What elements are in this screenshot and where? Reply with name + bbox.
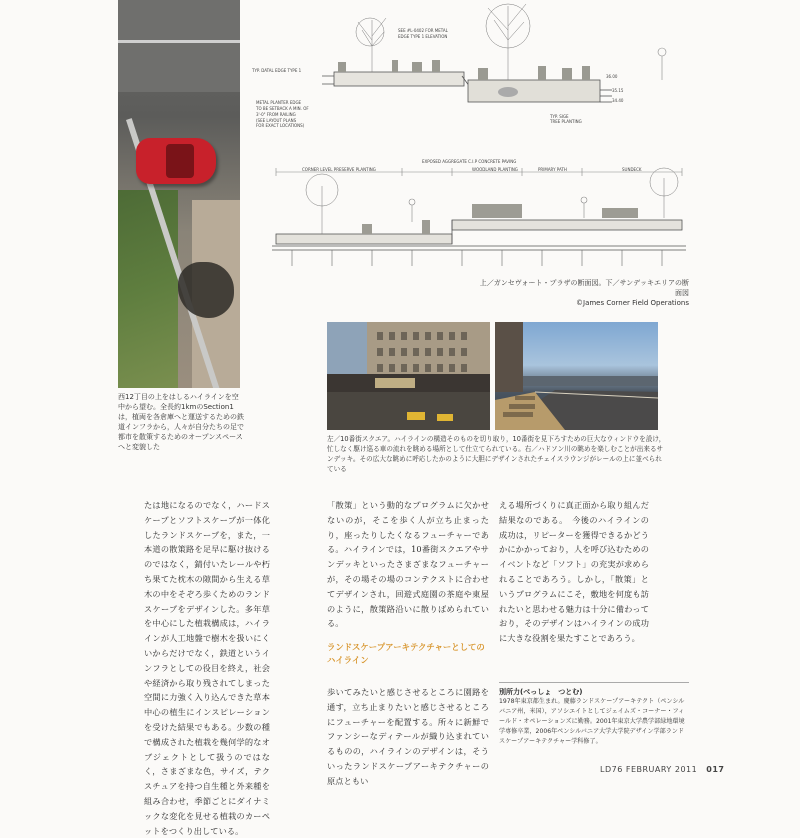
body-column-3: える場所づくりに真正面から取り組んだ結果なのである。 今後のハイラインの成功は，リピーターを獲得できるかどうかにかかっており，人を呼び込むためのイベントなど「ソフト」の充実が求められることであろう。しかし，「散策」というプログラムにこそ，敷地を何度も訪れたいと思わせる魅力は十分に備わっており，そのデザインはハイラインの成功に大きな役割を果たすことであろう。 <box>499 500 649 644</box>
photo-red-car <box>136 138 216 184</box>
drawings-caption <box>474 278 689 308</box>
photo-lane-mark <box>118 40 240 43</box>
page-footer <box>600 765 725 774</box>
drawing-label: 3'-0" FROM RAILING <box>256 112 296 117</box>
drawing-label: WOODLAND PLANTING <box>472 167 518 172</box>
drawing-label: 35.15 <box>612 88 624 93</box>
drawings-credit: ©James Corner Field Operations <box>576 299 689 307</box>
page-number: 017 <box>706 765 725 774</box>
author-bio: 1978年東京都生まれ。慶藤ランドスケープアーキテクト（ペンシルバニア州，米国），アソシエイトとしてジェイムズ・コーナー・フィールド・オペレーションズに勤務。2001年東京大学農学部緑地環境学専修卒業，2006年ペンシルバニア大学大学院デザイン学部ランドスケープアーキテクチャー学科修了。 <box>499 698 685 745</box>
photo-trees <box>118 190 178 388</box>
drawing-label: FOR EXACT LOCATIONS) <box>256 123 305 128</box>
body-column-1: たは地になるのでなく，ハードスケープとソフトスケープが一体化したランドスケープを，また，一本道の散策路を足早に駆け抜けるのではなく，錆付いたレールや朽ち果てた枕木の隙間から生える草木の中をそぞろ歩くためのランドスケープをデザインした。多年草を中心にした植栽構成は，ハイラインが人工地盤で樹木を扱いにくいからだけでなく，鉄道というインフラとしての役目を終え，社会や経済から取り残されてしまった空間に力強く入り込んできた草本中心の植生にインスピレーションを受けた結果でもある。少数の種で構成された植栽を幾何学的なオブジェクトとして扱うのではなく，さまざまな色，サイズ，テクスチュアを持つ自生種と外来種を組み合わせ，季節ごとにダイナミックな変化を見せる植栽のカーペットをつくり出している。 <box>144 500 270 836</box>
drawing-label: PRIMARY PATH <box>538 167 567 172</box>
section-subheading: ランドスケープアーキテクチャーとしてのハイライン <box>327 642 485 665</box>
section-drawing <box>262 158 692 270</box>
issue-label: LD76 FEBRUARY 2011 <box>600 765 698 774</box>
body-column-2: 「散策」という動的なプログラムに欠かせないのが，そこを歩く人が立ち止まったり，座ったりしたくなるフューチャーである。ハイラインでは，10番街スクエアやサンデッキといったさまざまなフューチャーが，その場その場のコンテクストに合わせてデザインされ，回遊式庭園の茶庭や東屋のように，散策路沿いに散りばめられている。 <box>327 500 489 629</box>
drawing-label: SUNDECK <box>622 167 642 172</box>
drawing-label: (SEE LAYOUT PLANS <box>256 118 297 123</box>
drawing-label: TYP. DATAL EDGE TYPE 1 <box>252 68 302 73</box>
photo-road <box>118 0 240 92</box>
photos-caption: 左／10番街スクエア。ハイラインの構造そのものを切り取り，10番街を見下ろすための巨大なウィンドウを設け，忙しなく駆け巡る車の流れを眺める場所として仕立てられている。右／ハドソン川の眺めを楽しむことが出来るサンデッキ。その広大な眺めに呼応したかのように大胆にデザインされたチェイスラウンジがレールの上に並べられている <box>327 435 666 473</box>
tenth-avenue-square-photo <box>327 322 490 430</box>
drawing-label: SEE #L-0402 FOR METAL <box>398 28 448 33</box>
body-column-2-continued: 歩いてみたいと感じさせるところに園路を通す，立ち止まりたいと感じさせるところにフューチャーを配置する。所々に新鮮でファンシーなディテールが織り込まれているものの，ハイラインのデザインは，そういったランドスケープアーキテクチャーの原点ともい <box>327 687 489 786</box>
drawing-label: TYP. SIGE <box>550 114 569 119</box>
aerial-photo <box>118 0 240 388</box>
drawing-label: METAL PLANTER EDGE <box>256 100 302 105</box>
drawing-label: TO BE SETBACK A MIN. OF <box>256 106 309 111</box>
sundeck-photo <box>495 322 658 430</box>
photo-tree-shadow <box>178 262 234 318</box>
drawing-label: TREE PLANTING <box>550 119 582 124</box>
drawing-label: CORNER LEVEL PRESERVE PLANTING <box>302 167 376 172</box>
drawing-label: 36.00 <box>606 74 618 79</box>
drawing-label: EDGE TYPE 1 ELEVATION <box>398 34 448 39</box>
elevation-drawing <box>252 0 692 128</box>
author-name: 別所力(べっしょ つとむ) <box>499 688 583 696</box>
author-profile <box>499 682 689 747</box>
drawing-label: 34.40 <box>612 98 624 103</box>
drawings-caption-text: 上／ガンセヴォート・プラザの断面図。下／サンデッキエリアの断面図 <box>479 279 689 297</box>
aerial-caption: 西12丁目の上をはしるハイラインを空中から望む。全長約1kmのSection1は，植両を各倉庫へと運送するための鉄道インフラから，人々が自分たちの足で都市を散策するためのオープンスペースへと変貌した <box>118 393 244 451</box>
drawing-label: EXPOSED AGGREGATE C.I.P CONCRETE PAVING <box>422 159 517 164</box>
